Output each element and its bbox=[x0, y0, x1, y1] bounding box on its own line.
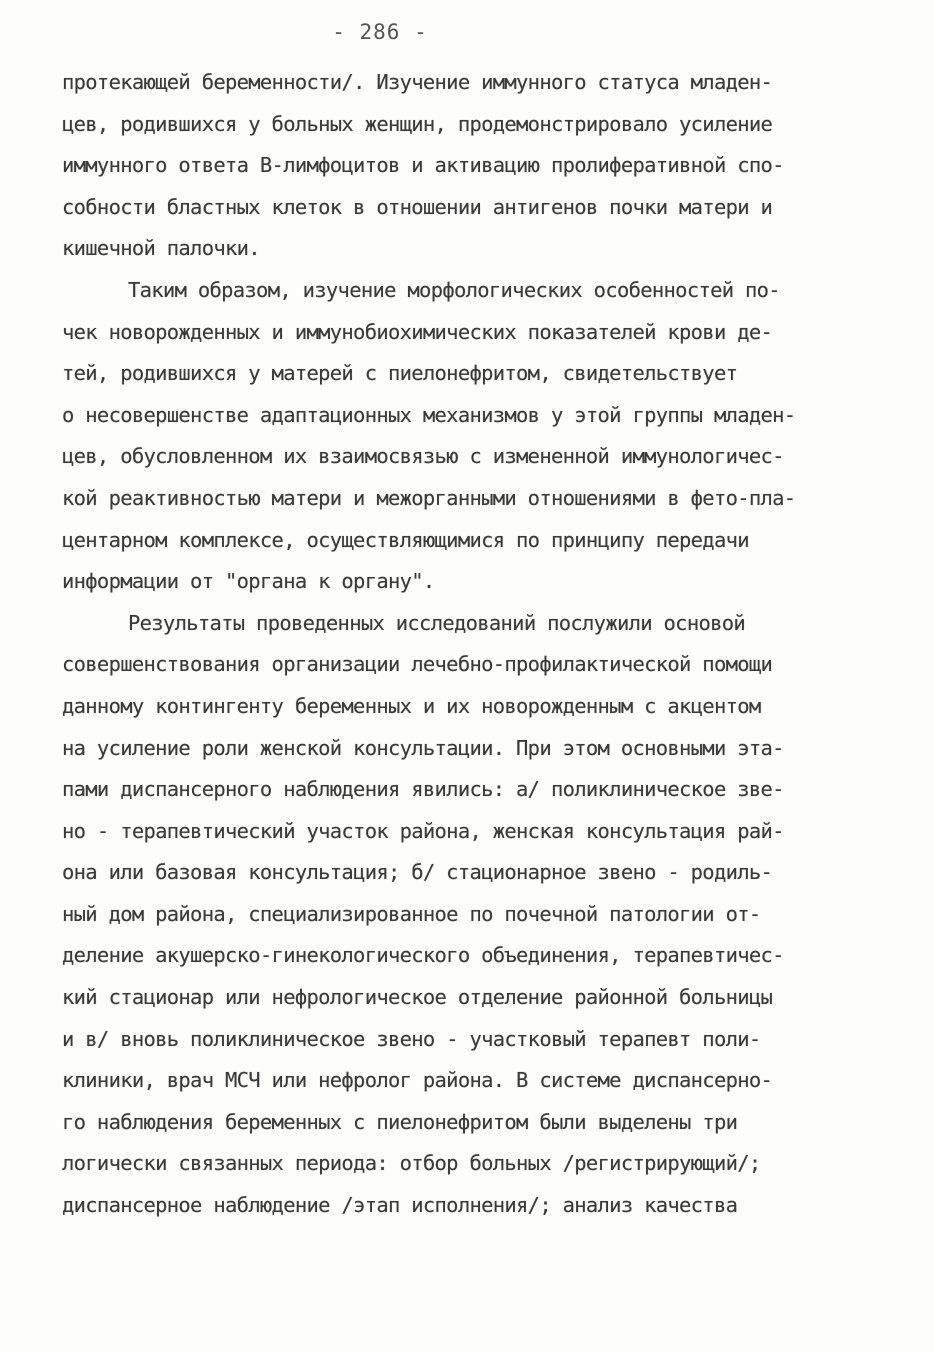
text-line: логически связанных периода: отбор больных /регистрирующий/; bbox=[62, 1151, 761, 1176]
text-line: деление акушерско-гинекологического объединения, терапевтичес- bbox=[62, 943, 784, 968]
text-line: данному контингенту беременных и их новорожденным с акцентом bbox=[62, 693, 761, 718]
text-line: кишечной палочки. bbox=[62, 236, 260, 261]
text-line: чек новорожденных и иммунобиохимических показателей крови де- bbox=[62, 319, 773, 344]
text-line: и в/ вновь поликлиническое звено - участковый терапевт поли- bbox=[62, 1026, 761, 1051]
text-line: го наблюдения беременных с пиелонефритом были выделены три bbox=[62, 1109, 738, 1134]
text-line: цев, родившихся у больных женщин, продемонстрировало усиление bbox=[62, 111, 773, 136]
text-line: клиники, врач МСЧ или нефролог района. В системе диспансерно- bbox=[62, 1068, 773, 1093]
text-line: кой реактивностью матери и межорганными отношениями в фето-пла- bbox=[62, 485, 796, 510]
text-line: на усиление роли женской консультации. При этом основными эта- bbox=[62, 735, 784, 760]
text-line: кий стационар или нефрологическое отделение районной больницы bbox=[62, 985, 773, 1010]
text-line: она или базовая консультация; б/ стационарное звено - родиль- bbox=[62, 860, 773, 885]
text-line: центарном комплексе, осуществляющимися по принципу передачи bbox=[62, 527, 749, 552]
text-line: о несовершенстве адаптационных механизмов у этой группы младен- bbox=[62, 402, 796, 427]
text-line: информации от "органа к органу". bbox=[62, 569, 435, 594]
text-line: протекающей беременности/. Изучение иммунного статуса младен- bbox=[62, 70, 773, 94]
text-line: диспансерное наблюдение /этап исполнения/; анализ качества bbox=[62, 1193, 738, 1218]
text-line: ный дом района, специализированное по почечной патологии от- bbox=[62, 901, 761, 926]
text-line: Результаты проведенных исследований послужили основой bbox=[128, 610, 746, 635]
page-number: - 286 - bbox=[332, 20, 428, 44]
text-line: тей, родившихся у матерей с пиелонефритом, свидетельствует bbox=[62, 361, 738, 386]
text-line: собности бластных клеток в отношении антигенов почки матери и bbox=[62, 194, 773, 219]
text-line: совершенствования организации лечебно-профилактической помощи bbox=[62, 652, 773, 677]
text-line: но - терапевтический участок района, женская консультация рай- bbox=[62, 818, 784, 843]
text-line: пами диспансерного наблюдения явились: а/ поликлиническое зве- bbox=[62, 777, 784, 802]
body-text bbox=[62, 62, 862, 1227]
text-line: цев, обусловленном их взаимосвязью с измененной иммунологичес- bbox=[62, 444, 784, 469]
text-line: иммунного ответа В-лимфоцитов и активацию пролиферативной спо- bbox=[62, 153, 784, 178]
text-line: Таким образом, изучение морфологических особенностей по- bbox=[128, 277, 780, 302]
